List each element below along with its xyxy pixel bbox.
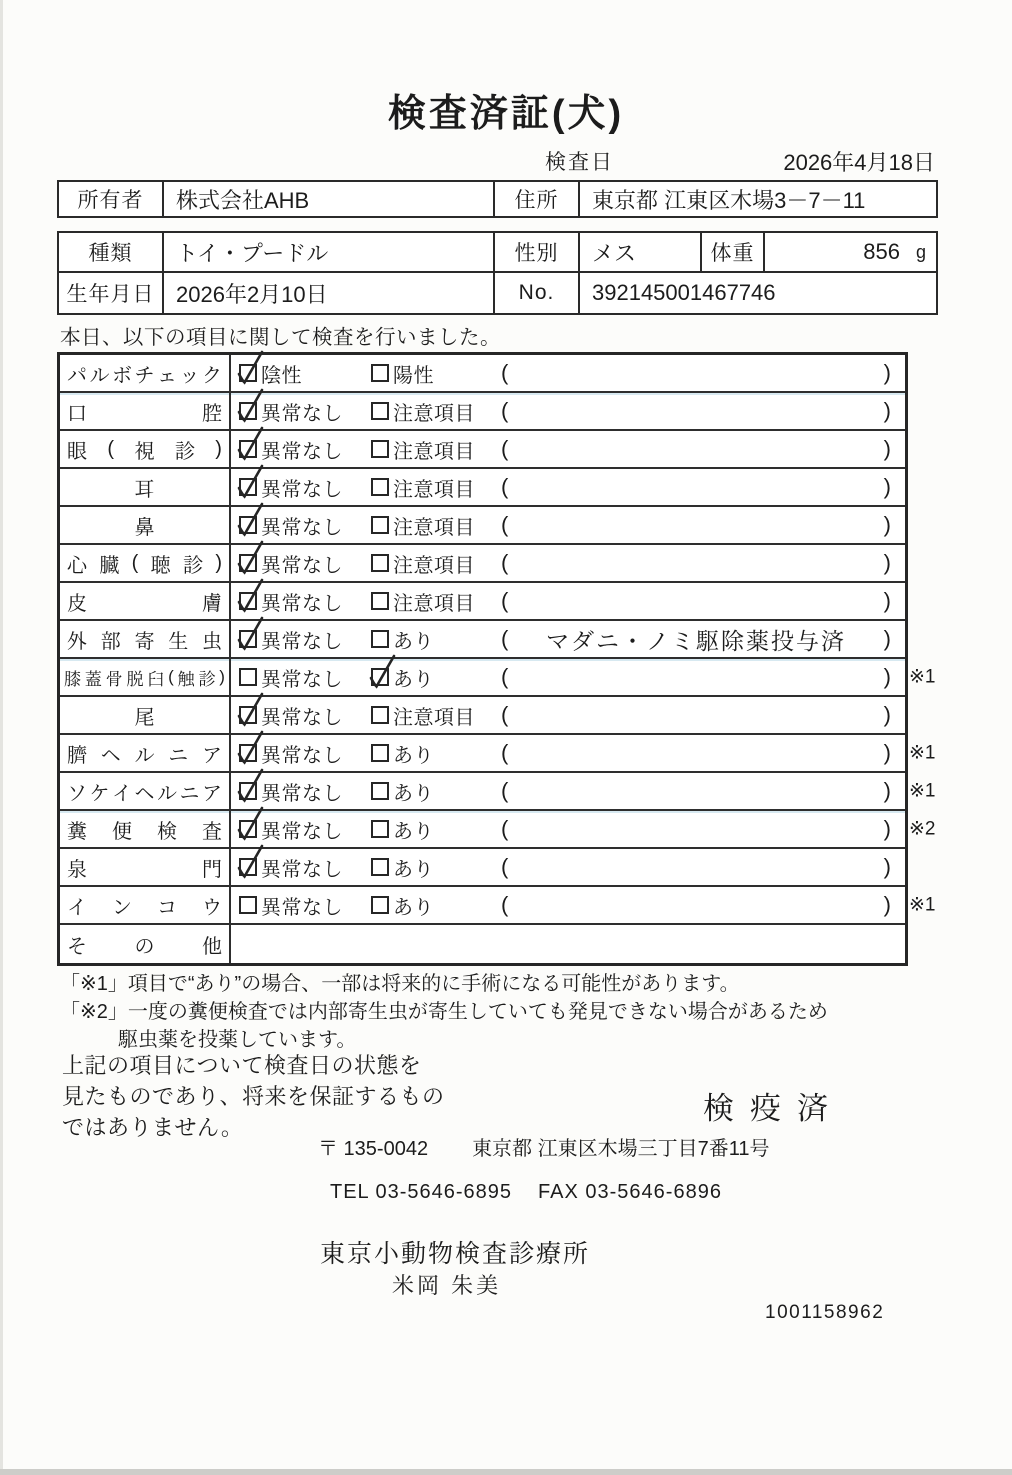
exam-row: [60, 621, 905, 659]
footnotes: [60, 970, 960, 1054]
owner-name: 株式会社AHB: [164, 182, 495, 216]
check-mark-icon: [234, 425, 266, 462]
footnote-1: 「※1」項目で“あり”の場合、一部は将来的に手術になる可能性があります。: [60, 973, 740, 995]
checkbox-option1: [239, 706, 257, 724]
exam-row-content: [231, 393, 905, 429]
footnote-mark: ※1: [909, 894, 936, 916]
examiner-name: 米岡 朱美: [392, 1273, 502, 1298]
exam-row-content: [231, 355, 905, 391]
remark-field: [501, 398, 905, 424]
exam-item-label: 膝 蓋 骨 脱 臼 ( 触 診 ): [60, 659, 231, 695]
option2-group: [371, 549, 501, 578]
quarantine-stamp: 検疫済: [703, 1091, 844, 1126]
exam-row: [60, 507, 905, 545]
option2-group: [371, 397, 501, 426]
option1-group: [239, 853, 371, 882]
paren-close: ): [883, 398, 891, 423]
disclaimer-line2: 見たものであり、将来を保証するもの: [62, 1084, 445, 1109]
checkbox-option1: [239, 858, 257, 876]
inspection-date-label: 検査日: [545, 151, 614, 174]
option1-group: [239, 663, 371, 692]
option1-group: [239, 739, 371, 768]
remark-field: [501, 512, 905, 538]
option1-group: [239, 701, 371, 730]
check-mark-icon: [234, 387, 266, 424]
option2-label: あり: [393, 858, 434, 881]
option1-label: 異常なし: [261, 402, 343, 425]
checkbox-option2: [371, 364, 389, 382]
exam-row-content: [231, 811, 905, 847]
paren-close: ): [883, 854, 891, 879]
option2-group: [371, 815, 501, 844]
no-value: 392145001467746: [592, 280, 776, 305]
option1-group: [239, 359, 371, 388]
exam-row: [60, 735, 936, 773]
option2-group: [371, 625, 501, 654]
option2-group: [371, 739, 501, 768]
checkbox-option1: [239, 516, 257, 534]
option1-group: [239, 435, 371, 464]
paren-close: ): [883, 474, 891, 499]
option2-group: [371, 587, 501, 616]
option2-label: 陽性: [393, 364, 434, 387]
checkbox-option2: [371, 858, 389, 876]
exam-row-content: [231, 507, 905, 543]
weight-label: 体重: [702, 233, 765, 273]
option1-group: [239, 891, 371, 920]
disclaimer-line3: ではありません。: [62, 1115, 244, 1140]
checkbox-option1: [239, 364, 257, 382]
inspection-date-value: 2026年4月18日: [783, 150, 935, 175]
remark-field: [501, 740, 905, 766]
paren-open: (: [501, 740, 509, 765]
weight-number: 856: [863, 239, 900, 264]
exam-row: [60, 849, 905, 887]
checkbox-option1: [239, 554, 257, 572]
option2-label: 注意項目: [393, 478, 475, 501]
paren-open: (: [501, 398, 509, 423]
paren-close: ): [883, 436, 891, 461]
remark-text: マダニ・ノミ駆除薬投与済: [546, 627, 846, 654]
exam-item-label: 尾: [60, 697, 231, 733]
option2-group: [371, 435, 501, 464]
paren-open: (: [501, 702, 509, 727]
exam-item-label: イ ン コ ウ: [60, 887, 231, 923]
option1-label: 異常なし: [261, 668, 343, 691]
checkbox-option2: [371, 478, 389, 496]
check-mark-icon: [366, 653, 398, 690]
option2-label: あり: [393, 630, 434, 653]
option1-label: 陰性: [261, 364, 302, 387]
paren-open: (: [501, 550, 509, 575]
clinic-address: 東京都 江東区木場三丁目7番11号: [472, 1138, 770, 1160]
check-mark-icon: [234, 691, 266, 728]
paren-open: (: [501, 588, 509, 613]
disclaimer-text: [62, 1050, 445, 1143]
owner-label: 所有者: [59, 182, 164, 216]
option1-label: 異常なし: [261, 820, 343, 843]
remark-field: [501, 623, 905, 656]
exam-item-label: そ の 他: [60, 925, 231, 963]
exam-row: [60, 887, 936, 925]
disclaimer-line1: 上記の項目について検査日の状態を: [62, 1053, 422, 1078]
check-mark-icon: [234, 767, 266, 804]
option1-group: [239, 625, 371, 654]
remark-field: [501, 360, 905, 386]
exam-item-label: ソ ケ イ ヘ ル ニ ア: [60, 773, 231, 809]
birthdate-label: 生年月日: [59, 273, 164, 313]
paren-open: (: [501, 512, 509, 537]
paren-open: (: [501, 854, 509, 879]
exam-row: [60, 659, 936, 697]
checkbox-option1: [239, 744, 257, 762]
checkbox-option2: [371, 516, 389, 534]
option2-group: [371, 511, 501, 540]
pet-table: [57, 231, 938, 315]
checkbox-option1: [239, 782, 257, 800]
exam-row: [60, 811, 936, 849]
paren-close: ): [883, 588, 891, 613]
paren-close: ): [883, 702, 891, 727]
check-mark-icon: [234, 577, 266, 614]
serial-number: 1001158962: [765, 1302, 885, 1323]
option2-group: [371, 359, 501, 388]
exam-row-content: [231, 469, 905, 505]
exam-item-label: 臍 ヘ ル ニ ア: [60, 735, 231, 771]
checkbox-option2: [371, 592, 389, 610]
checkbox-option2: [371, 668, 389, 686]
paren-open: (: [501, 778, 509, 803]
exam-row: [60, 469, 905, 507]
paren-close: ): [883, 360, 891, 385]
option1-label: 異常なし: [261, 858, 343, 881]
exam-table: [57, 352, 936, 966]
clinic-fax: FAX 03-5646-6896: [538, 1181, 722, 1203]
paren-close: ): [883, 778, 891, 803]
option2-label: 注意項目: [393, 440, 475, 463]
option2-label: 注意項目: [393, 402, 475, 425]
option1-label: 異常なし: [261, 440, 343, 463]
checkbox-option1: [239, 478, 257, 496]
paren-close: ): [883, 550, 891, 575]
check-mark-icon: [234, 615, 266, 652]
footnote-2-line1: 「※2」一度の糞便検査では内部寄生虫が寄生していても発見できない場合があるため: [60, 1001, 828, 1023]
remark-field: [501, 550, 905, 576]
option1-label: 異常なし: [261, 516, 343, 539]
checkbox-option1: [239, 630, 257, 648]
exam-row: [60, 431, 905, 469]
option2-group: [371, 777, 501, 806]
breed-value: トイ・プードル: [164, 233, 495, 273]
footnote-mark: ※1: [909, 742, 936, 764]
remark-field: [501, 854, 905, 880]
paren-open: (: [501, 892, 509, 917]
exam-item-label: 眼 ( 視 診 ): [60, 431, 231, 467]
paren-close: ): [883, 892, 891, 917]
option1-group: [239, 473, 371, 502]
option1-label: 異常なし: [261, 706, 343, 729]
clinic-contact-line: [330, 1181, 722, 1204]
paren-close: ): [883, 664, 891, 689]
option2-label: 注意項目: [393, 592, 475, 615]
clinic-name: 東京小動物検査診療所: [320, 1240, 591, 1268]
option2-label: あり: [393, 744, 434, 767]
option1-group: [239, 777, 371, 806]
postal-code: 〒 135-0042: [318, 1138, 429, 1160]
option2-group: [371, 701, 501, 730]
checkbox-option2: [371, 706, 389, 724]
option1-label: 異常なし: [261, 896, 343, 919]
paren-open: (: [501, 474, 509, 499]
inspection-date-line: [0, 146, 1012, 174]
paren-close: ): [883, 816, 891, 841]
weight-unit: g: [915, 241, 926, 262]
option2-label: あり: [393, 668, 434, 691]
remark-field: [501, 702, 905, 728]
option1-group: [239, 549, 371, 578]
exam-row: [60, 773, 936, 811]
checkbox-option2: [371, 440, 389, 458]
exam-row: [60, 355, 905, 393]
owner-address: 東京都 江東区木場3－7－11: [592, 187, 866, 213]
option1-label: 異常なし: [261, 554, 343, 577]
paren-open: (: [501, 664, 509, 689]
exam-row-content: [231, 583, 905, 619]
paren-close: ): [883, 740, 891, 765]
option1-label: 異常なし: [261, 478, 343, 501]
exam-row-content: [231, 621, 905, 657]
option2-label: 注意項目: [393, 706, 475, 729]
exam-row: [60, 925, 905, 963]
paren-open: (: [501, 626, 509, 651]
exam-item-label: 泉 門: [60, 849, 231, 885]
checkbox-option2: [371, 820, 389, 838]
exam-item-label: 耳: [60, 469, 231, 505]
exam-row: [60, 697, 905, 735]
check-mark-icon: [234, 539, 266, 576]
option1-label: 異常なし: [261, 744, 343, 767]
option2-group: [371, 853, 501, 882]
remark-field: [501, 778, 905, 804]
option2-label: あり: [393, 820, 434, 843]
footnote-mark: ※1: [909, 780, 936, 802]
paren-open: (: [501, 816, 509, 841]
remark-field: [501, 436, 905, 462]
checkbox-option1: [239, 896, 257, 914]
breed-label: 種類: [59, 233, 164, 273]
birthdate-value: 2026年2月10日: [164, 273, 495, 313]
paren-close: ): [883, 512, 891, 537]
sex-label: 性別: [495, 233, 580, 273]
checkbox-option1: [239, 402, 257, 420]
checkbox-option1: [239, 440, 257, 458]
remark-field: [501, 816, 905, 842]
sex-value: メス: [580, 233, 702, 273]
checkbox-option2: [371, 744, 389, 762]
exam-row-content: [231, 697, 905, 733]
footnote-2-line2: 駆虫薬を投薬しています。: [118, 1029, 357, 1051]
paren-open: (: [501, 360, 509, 385]
exam-row-content: [231, 887, 905, 923]
remark-field: [501, 664, 905, 690]
owner-table: [57, 180, 938, 218]
remark-field: [501, 892, 905, 918]
checkbox-option1: [239, 820, 257, 838]
footnote-mark: ※2: [909, 818, 936, 840]
exam-item-label: 外 部 寄 生 虫: [60, 621, 231, 657]
option2-group: [371, 891, 501, 920]
check-mark-icon: [234, 805, 266, 842]
option1-label: 異常なし: [261, 782, 343, 805]
option1-group: [239, 815, 371, 844]
exam-item-label: パ ル ボ チ ェ ッ ク: [60, 355, 231, 391]
exam-row-content: [231, 735, 905, 771]
checkbox-option2: [371, 896, 389, 914]
exam-row: [60, 583, 905, 621]
option1-group: [239, 397, 371, 426]
checkbox-option2: [371, 554, 389, 572]
address-label: 住所: [495, 182, 580, 216]
footnote-mark: ※1: [909, 666, 936, 688]
intro-text: 本日、以下の項目に関して検査を行いました。: [60, 326, 501, 349]
exam-item-label: 心 臓 ( 聴 診 ): [60, 545, 231, 581]
option1-label: 異常なし: [261, 592, 343, 615]
weight-value: [765, 233, 936, 273]
checkbox-option2: [371, 782, 389, 800]
exam-item-label: 鼻: [60, 507, 231, 543]
check-mark-icon: [234, 843, 266, 880]
paren-close: ): [883, 626, 891, 651]
no-label: No.: [495, 273, 580, 313]
check-mark-icon: [234, 501, 266, 538]
option1-group: [239, 511, 371, 540]
remark-field: [501, 474, 905, 500]
exam-row-content: [231, 773, 905, 809]
exam-row-content: [231, 431, 905, 467]
option2-label: あり: [393, 782, 434, 805]
exam-row-content: [231, 659, 905, 695]
option1-label: 異常なし: [261, 630, 343, 653]
checkbox-option2: [371, 630, 389, 648]
checkbox-option2: [371, 402, 389, 420]
checkbox-option1: [239, 592, 257, 610]
remark-field: [501, 588, 905, 614]
exam-item-label: 口 腔: [60, 393, 231, 429]
option2-group: [371, 663, 501, 692]
exam-row: [60, 393, 905, 431]
exam-item-label: 皮 膚: [60, 583, 231, 619]
document-title: 検査済証(犬): [387, 93, 625, 135]
exam-row-content: [231, 925, 905, 963]
checkbox-option1: [239, 668, 257, 686]
exam-row: [60, 545, 905, 583]
option1-group: [239, 587, 371, 616]
exam-row-content: [231, 849, 905, 885]
exam-item-label: 糞 便 検 査: [60, 811, 231, 847]
option2-label: あり: [393, 896, 434, 919]
option2-label: 注意項目: [393, 554, 475, 577]
check-mark-icon: [234, 349, 266, 386]
check-mark-icon: [234, 463, 266, 500]
clinic-tel: TEL 03-5646-6895: [330, 1181, 513, 1203]
option2-group: [371, 473, 501, 502]
option2-label: 注意項目: [393, 516, 475, 539]
paren-open: (: [501, 436, 509, 461]
clinic-postal-line: [318, 1132, 770, 1161]
exam-row-content: [231, 545, 905, 581]
check-mark-icon: [234, 729, 266, 766]
